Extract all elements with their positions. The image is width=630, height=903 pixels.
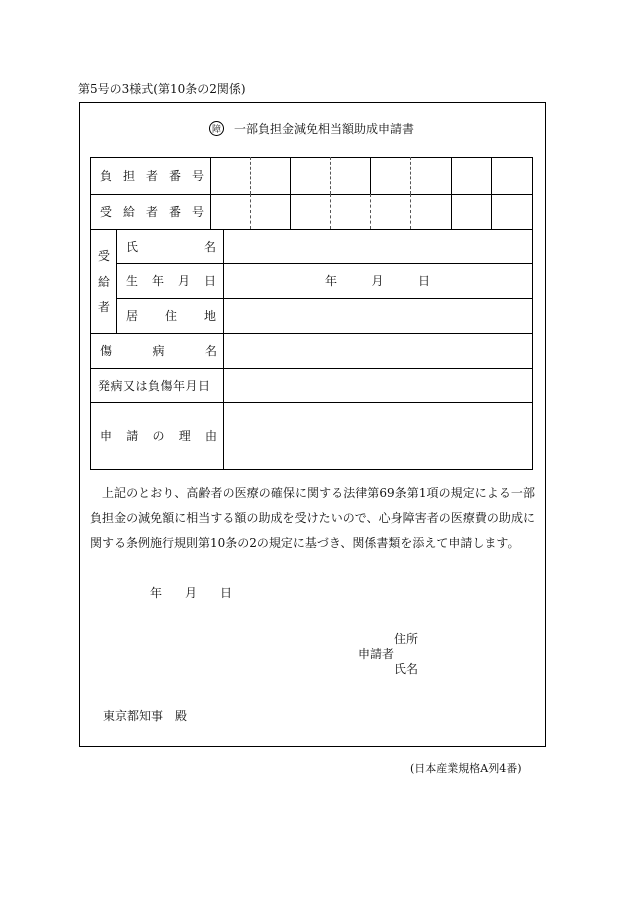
application-date: 年 月 日 [150,586,232,600]
label-burden-number: 負 担 者 番 号 [100,169,204,183]
form-title [209,120,414,137]
label-recipient-number: 受 給 者 番 号 [100,205,204,219]
label-onset: 発病又は負傷年月日 [98,378,211,393]
applicant-label: 申請者 [358,647,395,661]
paper-standard-note: (日本産業規格A列4番) [410,762,522,775]
label-residence: 居 住 地 [126,309,216,323]
addressee: 東京都知事 殿 [103,709,188,723]
applicant-name-label: 氏名 [394,662,419,676]
application-table [90,157,533,470]
label-reason: 申 請 の 理 由 [100,429,217,443]
declaration-paragraph: 上記のとおり、高齢者の医療の確保に関する法律第69条第1項の規定による一部負担金の減免額に相当する額の助成を受けたいので、心身障害者の医療費の助成に関する条例施行規則第10条の2の規定に基づき、関係書類を添えて申請します。 [90,486,535,550]
label-recipient-group: 受 給 者 [97,249,110,314]
label-name: 氏 名 [126,239,216,254]
applicant-address-label: 住所 [394,632,419,646]
form-title-text: 一部負担金減免相当額助成申請書 [234,122,415,136]
label-birth: 生 年 月 日 [126,274,216,288]
form-number-label: 第5号の3様式(第10条の2関係) [78,82,246,96]
seal-icon: 障 [209,121,224,136]
birth-date-fields: 年 月 日 [325,274,430,288]
label-disease: 傷 病 名 [100,344,217,358]
